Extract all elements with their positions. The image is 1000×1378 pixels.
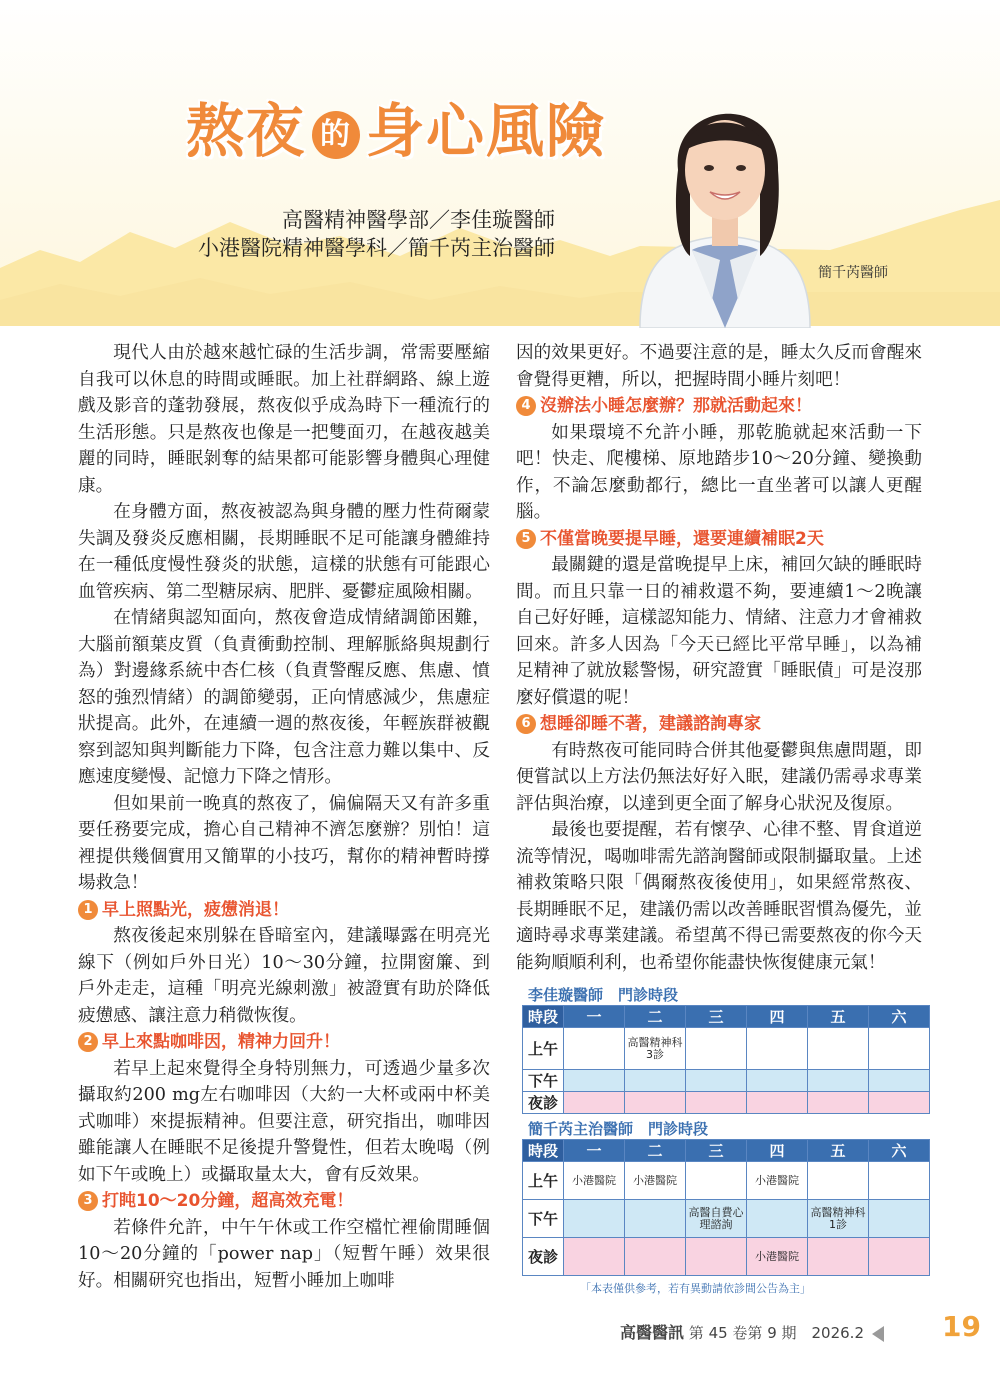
header-cell: 三 (686, 1006, 747, 1028)
schedule-cell (686, 1028, 747, 1070)
header-cell: 五 (808, 1140, 869, 1162)
tip-heading-3 (78, 1188, 490, 1215)
tip-heading-5 (516, 526, 922, 553)
header-cell: 二 (625, 1140, 686, 1162)
tip-heading-text: 沒辦法小睡怎麼辦？那就活動起來！ (540, 396, 812, 416)
schedule-2-title: 簡千芮主治醫師 門診時段 (528, 1120, 709, 1138)
doctor-photo (620, 60, 830, 328)
schedule-cell: 小港醫院 (747, 1238, 808, 1276)
header-cell: 六 (869, 1140, 930, 1162)
schedule-cell (625, 1092, 686, 1114)
number-badge: 5 (516, 529, 536, 549)
slot-label: 下午 (523, 1070, 564, 1092)
schedule-cell: 小港醫院 (747, 1162, 808, 1200)
header-cell: 四 (747, 1006, 808, 1028)
paragraph: 熬夜後起來別躲在昏暗室內，建議曝露在明亮光線下（例如戶外日光）10～30分鐘，拉開窗簾、到戶外走走，這種「明亮光線刺激」被證實有助於降低疲憊感、讓注意力稍微恢復。 (78, 926, 490, 1026)
paragraph: 有時熬夜可能同時合併其他憂鬱與焦慮問題，即便嘗試以上方法仍無法好好入眠，建議仍需尋求專業評估與治療，以達到更全面了解身心狀況及復原。 (516, 740, 922, 814)
page-title (186, 84, 606, 168)
slot-label: 上午 (523, 1028, 564, 1070)
tip-heading-text: 早上來點咖啡因，精神力回升！ (102, 1032, 340, 1052)
schedule-cell: 高醫精神科3診 (625, 1028, 686, 1070)
slot-label: 夜診 (523, 1092, 564, 1114)
number-badge: 3 (78, 1191, 98, 1211)
header-cell: 三 (686, 1140, 747, 1162)
slot-label: 上午 (523, 1162, 564, 1200)
schedule-row-evening (523, 1238, 930, 1276)
paragraph: 如果環境不允許小睡，那乾脆就起來活動一下吧！快走、爬樓梯、原地踏步10～20分鐘、變換動作，不論怎麼動都行，總比一直坐著可以讓人更醒腦。 (516, 422, 922, 522)
tip-heading-2 (78, 1029, 490, 1056)
schedule-cell (625, 1070, 686, 1092)
right-column (516, 340, 922, 976)
paragraph: 但如果前一晚真的熬夜了，偏偏隔天又有許多重要任務要完成，擔心自己精神不濟怎麼辦？別怕！這裡提供幾個實用又簡單的小技巧，幫你的精神暫時撐場救急！ (78, 793, 490, 893)
schedule-cell: 小港醫院 (564, 1162, 625, 1200)
schedule-cell (747, 1200, 808, 1238)
header-cell: 一 (564, 1140, 625, 1162)
schedule-header-row (523, 1140, 930, 1162)
title-de-badge: 的 (312, 111, 360, 159)
number-badge: 2 (78, 1032, 98, 1052)
schedule-cell (686, 1092, 747, 1114)
tip-heading-1 (78, 897, 490, 924)
schedule-cell (808, 1092, 869, 1114)
left-column (78, 340, 490, 1294)
schedule-1-table (522, 1005, 930, 1114)
slot-label: 夜診 (523, 1238, 564, 1276)
schedule-cell (869, 1028, 930, 1070)
paragraph: 因的效果更好。不過要注意的是，睡太久反而會醒來會覺得更糟，所以，把握時間小睡片刻吧！ (516, 343, 922, 390)
photo-caption: 簡千芮醫師 (818, 265, 888, 281)
schedule-cell (564, 1238, 625, 1276)
tip-heading-text: 不僅當晚要提早睡，還要連續補眠2天 (540, 528, 824, 549)
author-line-2: 小港醫院精神醫學科／簡千芮主治醫師 (198, 236, 555, 260)
schedule-cell: 高醫精神科1診 (808, 1200, 869, 1238)
issue-info: 第 45 卷第 9 期 2026.2 (688, 1324, 864, 1342)
paragraph: 在情緒與認知面向，熬夜會造成情緒調節困難，大腦前額葉皮質（負責衝動控制、理解脈絡與規劃行為）對邊緣系統中杏仁核（負責警醒反應、焦慮、憤怒的強烈情緒）的調節變弱，正向情感減少，焦慮症狀提高。此外，在連續一週的熬夜後，年輕族群被觀察到認知與判斷能力下降，包含注意力難以集中、反應速度變慢、記憶力下降之情形。 (78, 608, 490, 787)
header-cell: 五 (808, 1006, 869, 1028)
schedule-cell (747, 1070, 808, 1092)
schedule-cell (869, 1238, 930, 1276)
schedule-row-am (523, 1028, 930, 1070)
paragraph: 若條件允許，中午午休或工作空檔忙裡偷閒睡個10～20分鐘的「power nap」（短暫午睡）效果很好。相關研究也指出，短暫小睡加上咖啡 (78, 1217, 490, 1291)
header-cell: 時段 (523, 1140, 564, 1162)
slot-label: 下午 (523, 1200, 564, 1238)
schedule-cell (808, 1028, 869, 1070)
paragraph: 若早上起來覺得全身特別無力，可透過少量多次攝取約200 mg左右咖啡因（大約一大杯或兩中杯美式咖啡）來提振精神。但要注意，研究指出，咖啡因雖能讓人在睡眠不足後提升警覺性，但若太晚喝（例如下午或晚上）或攝取量太大，會有反效果。 (78, 1058, 490, 1185)
header-cell: 二 (625, 1006, 686, 1028)
schedule-cell (686, 1238, 747, 1276)
tip-heading-text: 打盹10～20分鐘，超高效充電！ (102, 1191, 354, 1211)
page-number: 19 (942, 1310, 981, 1343)
paragraph: 現代人由於越來越忙碌的生活步調，常需要壓縮自我可以休息的時間或睡眠。加上社群網路、線上遊戲及影音的蓬勃發展，熬夜似乎成為時下一種流行的生活形態。只是熬夜也像是一把雙面刃，在越夜越美麗的同時，睡眠剝奪的結果都可能影響身體與心理健康。 (78, 343, 490, 496)
number-badge: 6 (516, 714, 536, 734)
schedule-cell: 高醫自費心理諮詢 (686, 1200, 747, 1238)
title-part1: 熬夜 (186, 97, 307, 165)
number-badge: 4 (516, 396, 536, 416)
schedule-cell (564, 1092, 625, 1114)
schedule-note: 「本表僅供參考，若有異動請依診間公告為主」 (580, 1282, 811, 1295)
tip-heading-text: 想睡卻睡不著，建議諮詢專家 (540, 714, 761, 734)
schedule-row-pm (523, 1070, 930, 1092)
journal-name: 高醫醫訊 (620, 1323, 685, 1342)
header-cell: 四 (747, 1140, 808, 1162)
schedule-row-pm (523, 1200, 930, 1238)
schedule-cell (625, 1200, 686, 1238)
schedule-cell (564, 1070, 625, 1092)
schedule-cell (869, 1070, 930, 1092)
schedule-cell (564, 1028, 625, 1070)
schedule-2-table (522, 1139, 930, 1276)
triangle-arrow-icon (872, 1326, 884, 1342)
schedule-cell (869, 1200, 930, 1238)
header-cell: 一 (564, 1006, 625, 1028)
number-badge: 1 (78, 900, 98, 920)
schedule-cell (808, 1070, 869, 1092)
schedule-cell (808, 1162, 869, 1200)
schedule-cell (747, 1028, 808, 1070)
schedule-1-title: 李佳璇醫師 門診時段 (528, 986, 679, 1004)
title-part2: 身心風險 (366, 97, 607, 165)
tip-heading-4 (516, 393, 922, 420)
paragraph: 在身體方面，熬夜被認為與身體的壓力性荷爾蒙失調及發炎反應相關，長期睡眠不足可能讓身體維持在一種低度慢性發炎的狀態，這樣的狀態有可能跟心血管疾病、第二型糖尿病、肥胖、憂鬱症風險相關。 (78, 502, 490, 602)
schedule-header-row (523, 1006, 930, 1028)
tip-heading-text: 早上照點光，疲憊消退！ (102, 899, 289, 920)
schedule-cell (564, 1200, 625, 1238)
schedule-cell (869, 1092, 930, 1114)
tip-heading-6 (516, 711, 922, 738)
schedule-row-evening (523, 1092, 930, 1114)
schedule-cell (686, 1162, 747, 1200)
author-line-1: 高醫精神醫學部／李佳璇醫師 (282, 208, 555, 232)
page-footer (620, 1320, 890, 1343)
schedule-row-am (523, 1162, 930, 1200)
header-cell: 時段 (523, 1006, 564, 1028)
paragraph: 最後也要提醒，若有懷孕、心律不整、胃食道逆流等情況，喝咖啡需先諮詢醫師或限制攝取量。上述補救策略只限「偶爾熬夜後使用」，如果經常熬夜、長期睡眠不足，建議仍需以改善睡眠習慣為優先，並適時尋求專業建議。希望萬不得已需要熬夜的你今天能夠順順利利，也希望你能盡快恢復健康元氣！ (516, 820, 922, 973)
header-cell: 六 (869, 1006, 930, 1028)
schedule-cell (686, 1070, 747, 1092)
schedule-cell (869, 1162, 930, 1200)
schedule-cell (625, 1238, 686, 1276)
schedule-cell: 小港醫院 (625, 1162, 686, 1200)
schedule-cell (747, 1092, 808, 1114)
schedule-cell (808, 1238, 869, 1276)
paragraph: 最關鍵的還是當晚提早上床，補回欠缺的睡眠時間。而且只靠一日的補救還不夠，要連續1～2晚讓自己好好睡，這樣認知能力、情緒、注意力才會補救回來。許多人因為「今天已經比平常早睡」，以為補足精神了就放鬆警惕，研究證實「睡眠債」可是沒那麼好償還的呢！ (516, 555, 922, 708)
